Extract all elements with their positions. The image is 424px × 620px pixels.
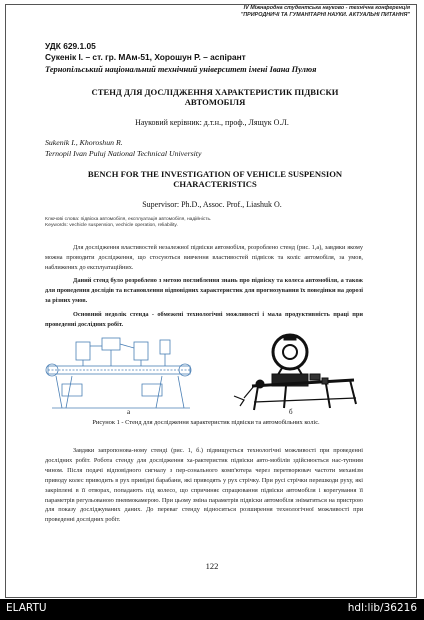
figure-b-photo bbox=[226, 330, 366, 412]
footer-right-text: hdl:lib/36216 bbox=[347, 602, 417, 614]
conference-header bbox=[0, 5, 410, 18]
keywords-en: Keywords: vechicle suspension, vechicle operation, reliability. bbox=[45, 223, 178, 228]
figure-label-b: б bbox=[289, 408, 293, 416]
conference-header-line1: IV Міжнародна студентська науково - технічна конференція bbox=[243, 5, 410, 11]
authors-ua: Сукенік І. – ст. гр. МАм-51, Хорошун Р. – аспірант bbox=[45, 52, 246, 62]
university-ua: Тернопільський національний технічний університет імені Івана Пулюя bbox=[45, 65, 317, 74]
paragraph-1: Для дослідження властивостей незалежної підвіски автомобіля, розроблено стенд (рис. 1,а), завдяки якому можна проводити дослідження, що стосуються вивчення властивостей підвісок та коліс автомобіля, за умов, наближених до експлуатаційних. bbox=[45, 244, 363, 271]
paper-title-en-line2: CHARACTERISTICS bbox=[173, 179, 257, 189]
paragraph-3: Основний недолік стенда - обмежені технологічні можливості і мала продуктивність праці при проведенні дослідних робіт. bbox=[45, 311, 363, 328]
udk-code: УДК 629.1.05 bbox=[45, 41, 96, 51]
conference-header-line2: "ПРИРОДНИЧІ ТА ГУМАНІТАРНІ НАУКИ. АКТУАЛЬНІ ПИТАННЯ" bbox=[240, 11, 410, 18]
paragraph-4: Завдяки запропонова-ному стенді (рис. 1, б.) підвищується технологічні можливості при проведенні дослідних робіт. Робота стенду для дослідження ха-рактеристик підвіски авто-мобілів здійснюється нас-тупним чином. Після подачі відповідного сигналу з пер-сонального комп'ютера через перетворювач частоти механізм приводу колес приводить в рух привідні барабани, які приводять у рух стрічку. При русі стрічки перешкоди руху, які закріплені в її отворах, попадають під колесо, що спричиняє спрацювання підвіски автомобіля і корегування її параметрів регульованою пневмокамерою. При цьому зміна параметрів підвіски автомобіля зніматиться на пристрою для показу досліджуваних даних. До переваг стенду відноситься розширення технологічної можливості при проведенні дослідних робіт. bbox=[45, 447, 363, 524]
university-en: Ternopil Ivan Puluj National Technical University bbox=[45, 149, 202, 158]
paper-title-ua-line1: СТЕНД ДЛЯ ДОСЛІДЖЕННЯ ХАРАКТЕРИСТИК ПІДВІСКИ bbox=[91, 87, 339, 97]
supervisor-ua: Науковий керівник: д.т.н., проф., Лящук О.Л. bbox=[135, 118, 289, 127]
figure-caption: Рисунок 1 - Стенд для дослідження характеристик підвіски та автомобільних коліс. bbox=[92, 419, 320, 426]
paper-title-en bbox=[30, 169, 400, 189]
figure-label-a: а bbox=[127, 408, 131, 416]
footer-left-text: ELARTU bbox=[6, 602, 47, 614]
keywords-ua: Ключові слова: підвіска автомобіля, експлуатація автомобіля, надійність. bbox=[45, 217, 212, 222]
figure-a-schematic bbox=[42, 336, 192, 412]
footer-bar bbox=[0, 599, 424, 620]
paragraph-2: Даний стенд було розроблено з метою поглиблення знань про підвіску та колеса автомобіля, а також для проведення дослідів та встановлення відповідних характеристик для прогнозування їх поведінки на дорозі за різних умов. bbox=[45, 277, 363, 304]
page-number: 122 bbox=[205, 561, 219, 571]
authors-en: Sukenik I., Khoroshun R. bbox=[45, 138, 123, 147]
paper-title-ua bbox=[30, 87, 400, 107]
supervisor-en: Supervisor: Ph.D., Assoc. Prof., Liashuk O. bbox=[142, 200, 282, 209]
paper-title-en-line1: BENCH FOR THE INVESTIGATION OF VEHICLE SUSPENSION bbox=[87, 169, 343, 179]
paper-title-ua-line2: АВТОМОБІЛЯ bbox=[184, 97, 246, 107]
